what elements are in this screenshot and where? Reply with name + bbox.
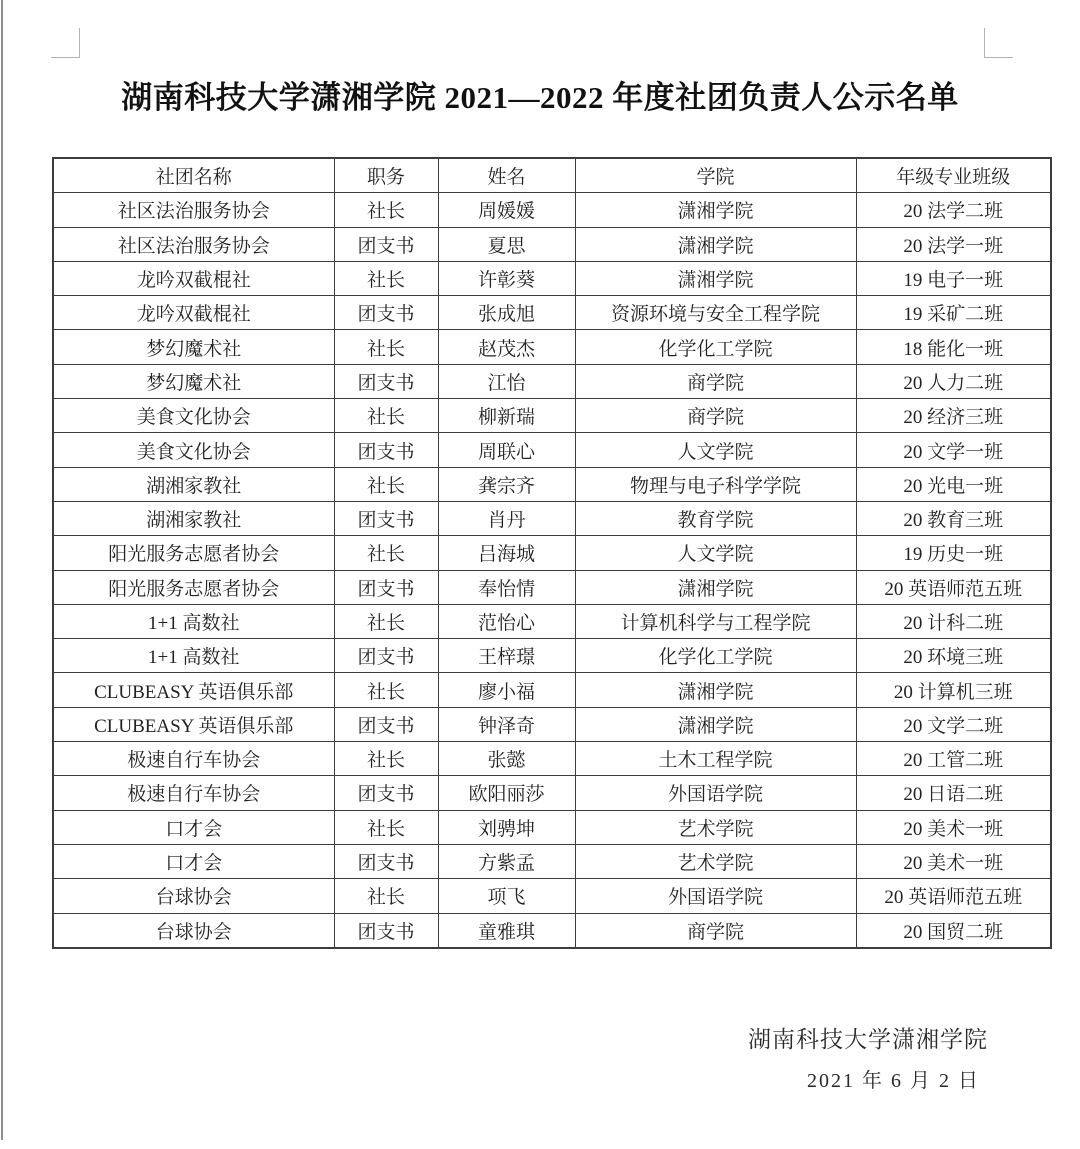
table-row [53, 433, 1051, 467]
table-cell: 潇湘学院 [575, 227, 856, 261]
table-row [53, 604, 1051, 638]
table-cell: 周联心 [438, 433, 575, 467]
table-cell: 台球协会 [53, 879, 334, 913]
table-cell: 团支书 [334, 501, 438, 535]
table-cell: 团支书 [334, 844, 438, 878]
table-row [53, 364, 1051, 398]
table-cell: 19 电子一班 [856, 261, 1051, 295]
table-cell: 20 经济三班 [856, 399, 1051, 433]
table-cell: 20 文学二班 [856, 707, 1051, 741]
table-cell: 计算机科学与工程学院 [575, 604, 856, 638]
table-cell: 化学化工学院 [575, 330, 856, 364]
table-row [53, 879, 1051, 913]
table-row [53, 261, 1051, 295]
table-cell: 人文学院 [575, 433, 856, 467]
table-cell: 艺术学院 [575, 810, 856, 844]
table-cell: 20 光电一班 [856, 467, 1051, 501]
table-cell: 龙吟双截棍社 [53, 261, 334, 295]
table-cell: 物理与电子科学学院 [575, 467, 856, 501]
table-cell: 20 法学一班 [856, 227, 1051, 261]
table-cell: 土木工程学院 [575, 742, 856, 776]
table-cell: 20 日语二班 [856, 776, 1051, 810]
table-cell: 20 英语师范五班 [856, 879, 1051, 913]
table-cell: 湖湘家教社 [53, 467, 334, 501]
table-cell: 社长 [334, 399, 438, 433]
table-cell: 艺术学院 [575, 844, 856, 878]
table-cell: 20 环境三班 [856, 639, 1051, 673]
table-row [53, 501, 1051, 535]
table-cell: 潇湘学院 [575, 673, 856, 707]
table-row [53, 844, 1051, 878]
table-cell: 张懿 [438, 742, 575, 776]
table-cell: 周媛媛 [438, 193, 575, 227]
table-row [53, 227, 1051, 261]
table-row [53, 570, 1051, 604]
table-cell: 社长 [334, 536, 438, 570]
table-cell: 口才会 [53, 844, 334, 878]
table-cell: 团支书 [334, 707, 438, 741]
club-leaders-table [52, 157, 1052, 949]
table-cell: 赵茂杰 [438, 330, 575, 364]
table-cell: 梦幻魔术社 [53, 330, 334, 364]
table-cell: 极速自行车协会 [53, 776, 334, 810]
table-cell: 吕海城 [438, 536, 575, 570]
table-cell: 外国语学院 [575, 879, 856, 913]
table-cell: 夏思 [438, 227, 575, 261]
table-row [53, 707, 1051, 741]
table-cell: 张成旭 [438, 296, 575, 330]
table-row [53, 639, 1051, 673]
table-cell: 化学化工学院 [575, 639, 856, 673]
page-left-edge [1, 0, 3, 1140]
table-row [53, 913, 1051, 948]
table-row [53, 536, 1051, 570]
table-cell: 社区法治服务协会 [53, 227, 334, 261]
table-row [53, 673, 1051, 707]
table-cell: 20 美术一班 [856, 810, 1051, 844]
table-cell: 19 采矿二班 [856, 296, 1051, 330]
table-row [53, 330, 1051, 364]
table-cell: 社长 [334, 467, 438, 501]
table-cell: 奉怡情 [438, 570, 575, 604]
table-cell: 教育学院 [575, 501, 856, 535]
table-cell: 美食文化协会 [53, 399, 334, 433]
table-cell: 童雅琪 [438, 913, 575, 948]
table-cell: 20 人力二班 [856, 364, 1051, 398]
table-cell: 方紫孟 [438, 844, 575, 878]
table-cell: 团支书 [334, 433, 438, 467]
table-cell: 潇湘学院 [575, 570, 856, 604]
column-header: 社团名称 [53, 158, 334, 193]
table-cell: 20 国贸二班 [856, 913, 1051, 948]
table-cell: 人文学院 [575, 536, 856, 570]
column-header: 职务 [334, 158, 438, 193]
crop-mark-top-left-icon [51, 28, 80, 58]
table-cell: 梦幻魔术社 [53, 364, 334, 398]
column-header: 姓名 [438, 158, 575, 193]
table-cell: 20 文学一班 [856, 433, 1051, 467]
table-cell: 范怡心 [438, 604, 575, 638]
table-cell: 阳光服务志愿者协会 [53, 570, 334, 604]
table-cell: CLUBEASY 英语俱乐部 [53, 707, 334, 741]
table-cell: 商学院 [575, 399, 856, 433]
table-cell: 团支书 [334, 776, 438, 810]
table-cell: 1+1 高数社 [53, 639, 334, 673]
table-cell: 团支书 [334, 570, 438, 604]
table-cell: CLUBEASY 英语俱乐部 [53, 673, 334, 707]
table-cell: 社长 [334, 261, 438, 295]
table-cell: 20 英语师范五班 [856, 570, 1051, 604]
table-cell: 团支书 [334, 639, 438, 673]
table-cell: 团支书 [334, 364, 438, 398]
table-cell: 龚宗齐 [438, 467, 575, 501]
table-cell: 项飞 [438, 879, 575, 913]
table-row [53, 742, 1051, 776]
table-cell: 20 计算机三班 [856, 673, 1051, 707]
date-line: 2021 年 6 月 2 日 [807, 1069, 980, 1092]
table-cell: 阳光服务志愿者协会 [53, 536, 334, 570]
table-cell: 社长 [334, 193, 438, 227]
table-cell: 湖湘家教社 [53, 501, 334, 535]
table-cell: 社长 [334, 879, 438, 913]
table-cell: 口才会 [53, 810, 334, 844]
table-cell: 美食文化协会 [53, 433, 334, 467]
table-cell: 柳新瑞 [438, 399, 575, 433]
table-cell: 1+1 高数社 [53, 604, 334, 638]
table-row [53, 467, 1051, 501]
table-cell: 欧阳丽莎 [438, 776, 575, 810]
table-header-row [53, 158, 1051, 193]
table-cell: 社长 [334, 604, 438, 638]
table-cell: 社长 [334, 330, 438, 364]
table-cell: 台球协会 [53, 913, 334, 948]
table-cell: 极速自行车协会 [53, 742, 334, 776]
column-header: 学院 [575, 158, 856, 193]
table-cell: 社长 [334, 742, 438, 776]
table-body [53, 193, 1051, 948]
table-cell: 20 法学二班 [856, 193, 1051, 227]
document-footer [0, 1021, 1080, 1093]
table-row [53, 776, 1051, 810]
table-cell: 刘骋坤 [438, 810, 575, 844]
table-cell: 王梓璟 [438, 639, 575, 673]
table-cell: 20 计科二班 [856, 604, 1051, 638]
table-cell: 18 能化一班 [856, 330, 1051, 364]
signature-line: 湖南科技大学潇湘学院 [748, 1026, 988, 1052]
table-cell: 许彰葵 [438, 261, 575, 295]
table-cell: 商学院 [575, 364, 856, 398]
table-cell: 团支书 [334, 227, 438, 261]
document-title: 湖南科技大学潇湘学院 2021—2022 年度社团负责人公示名单 [121, 80, 959, 115]
table-row [53, 810, 1051, 844]
table-row [53, 296, 1051, 330]
table-cell: 社长 [334, 673, 438, 707]
table-cell: 社长 [334, 810, 438, 844]
table-cell: 潇湘学院 [575, 707, 856, 741]
table-cell: 肖丹 [438, 501, 575, 535]
table-cell: 团支书 [334, 296, 438, 330]
table-cell: 潇湘学院 [575, 193, 856, 227]
table-cell: 商学院 [575, 913, 856, 948]
table-cell: 江怡 [438, 364, 575, 398]
crop-mark-top-right-icon [984, 28, 1013, 58]
table-cell: 潇湘学院 [575, 261, 856, 295]
table-cell: 廖小福 [438, 673, 575, 707]
table-row [53, 193, 1051, 227]
table-cell: 20 美术一班 [856, 844, 1051, 878]
table-cell: 钟泽奇 [438, 707, 575, 741]
table-cell: 19 历史一班 [856, 536, 1051, 570]
table-cell: 社区法治服务协会 [53, 193, 334, 227]
column-header: 年级专业班级 [856, 158, 1051, 193]
table-row [53, 399, 1051, 433]
table-cell: 20 教育三班 [856, 501, 1051, 535]
table-cell: 龙吟双截棍社 [53, 296, 334, 330]
table-cell: 20 工管二班 [856, 742, 1051, 776]
table-cell: 外国语学院 [575, 776, 856, 810]
table-cell: 资源环境与安全工程学院 [575, 296, 856, 330]
table-cell: 团支书 [334, 913, 438, 948]
